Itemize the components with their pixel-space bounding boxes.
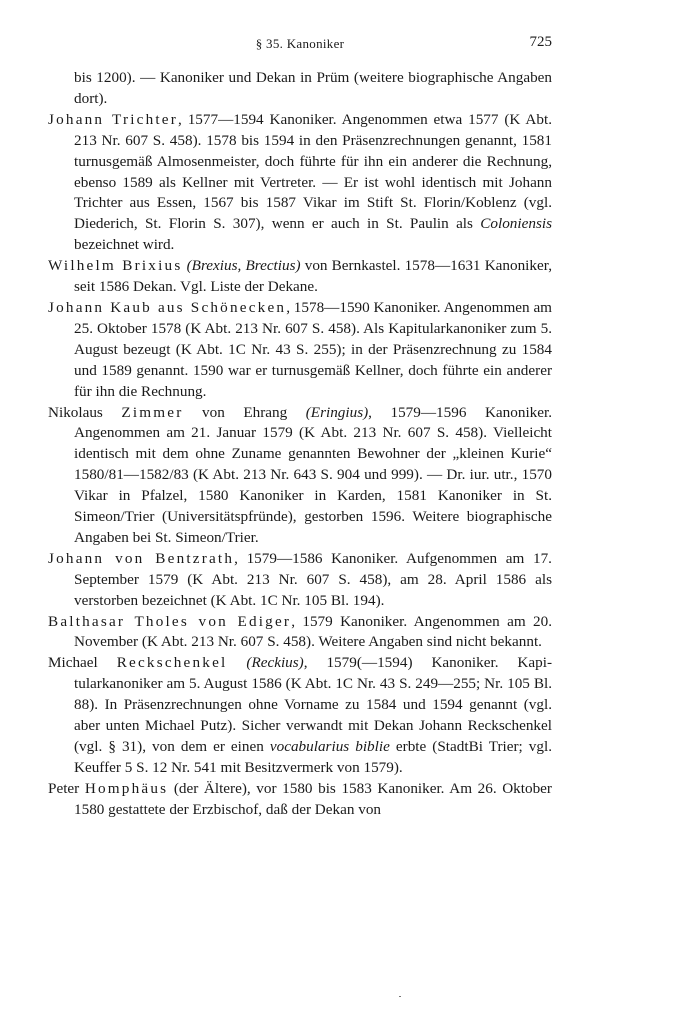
scan-speck bbox=[399, 996, 401, 997]
entry-balthasar-tholes: Balthasar Tholes von Ediger, 1579 Kanoniker. Angenommen am 20. November (K Abt. 213 Nr. 607 S. 458). Weitere Angaben sind nicht bekannt. bbox=[48, 612, 552, 651]
entry-continuation: bis 1200). — Kanoniker und Dekan in Prüm (weitere biographische Angaben dort). bbox=[74, 69, 552, 107]
person-name: Zimmer bbox=[121, 403, 184, 421]
person-name: Wilhelm Brixius bbox=[48, 257, 183, 275]
entry-peter-homphaeus: Peter Homphäus (der Ältere), vor 1580 bis 1583 Kanoniker. Am 26. Oktober 1580 gestattete der Erzbischof, daß der Dekan von bbox=[48, 779, 552, 818]
entry-johann-trichter: Johann Trichter, 1577—1594 Kanoniker. Angenommen etwa 1577 (K Abt. 213 Nr. 607 S. 458). 1578 bis 1594 in den Präsenzrechnungen genannt, 1581 turnusgemäß Almosenmeister, doch führte für ihn ein anderer die Rechnung, ebenso 1589 als Kellner mit Vertreter. — Er ist wohl identisch mit Johann Trichter aus Essen, 1567 bis 1587 Vikar im Stift St. Florin/Koblenz (vgl. Diederich, St. Florin S. 307), wenn er auch in St. Paulin als Coloniensis bezeichnet wird. bbox=[48, 110, 553, 254]
running-head: § 35. Kanoniker bbox=[255, 36, 345, 51]
entry-wilhelm-brixius: Wilhelm Brixius (Brexius, Brectius) von Bernkastel. 1578—1631 Kanoniker, seit 1586 Dekan. Vgl. Liste der Dekane. bbox=[48, 257, 552, 296]
person-name: Reckschenkel bbox=[116, 654, 228, 672]
person-name: Johann Kaub aus Schönecken bbox=[48, 298, 287, 316]
entry-johann-kaub: Johann Kaub aus Schönecken, 1578—1590 Kanoniker. Angenommen am 25. Oktober 1578 (K Abt. 213 Nr. 607 S. 458). Als Kapitularkanoniker zum 5. August bezeugt (K Abt. 1C Nr. 43 S. 255); in der Präsenzrechnung zu 1584 und 1589 genannt. 1590 war er turnusgemäß Kellner, doch führte ein anderer für ihn die Rechnung. bbox=[48, 298, 552, 400]
entry-johann-von-bentzrath: Johann von Bentzrath, 1579—1586 Kanoniker. Aufgenommen am 17. September 1579 (K Abt. 213 Nr. 607 S. 458), am 28. April 1586 als verstorben bezeichnet (K Abt. 1C Nr. 105 Bl. 194). bbox=[48, 549, 552, 609]
entry-michael-reckschenkel: Michael Reckschenkel (Reckius), 1579(—1594) Kanoniker. Kapitularkanoniker am 5. August 1586 (K Abt. 1C Nr. 43 S. 249—255; Nr. 105 Bl. 88). In Präsenzrechnungen ohne Vorname zu 1584 und 1594 genannt (vgl. aber unten Michael Putz). Sicher verwandt mit Dekan Johann Reckschenkel (vgl. § 31), von dem er einen vocabularius biblie erbte (StadtBi Trier; vgl. Keuffer 5 S. 12 Nr. 541 mit Besitzvermerk von 1579). bbox=[48, 654, 553, 776]
person-name: Balthasar Tholes von Ediger bbox=[48, 612, 292, 630]
page-header bbox=[48, 34, 552, 54]
body-text bbox=[48, 68, 552, 821]
entry-nikolaus-zimmer: Nikolaus Zimmer von Ehrang (Eringius), 1579—1596 Kanoniker. Angenommen am 21. Januar 1579 (K Abt. 213 Nr. 607 S. 458). Vielleicht identisch mit dem ohne Zuname genannten Bewohner der „kleinen Kurie“ 1580/81—1582/83 (K Abt. 213 Nr. 643 S. 904 und 999). — Dr. iur. utr., 1570 Vikar in Pfalzel, 1580 Kanoniker in Karden, 1581 Kanoniker in St. Simeon/Trier (Universitätspfründe), gestorben 1596. Weitere biographische Angaben bei St. Simeon/Trier. bbox=[48, 403, 553, 546]
person-name: Homphäus bbox=[84, 779, 169, 797]
page-number: 725 bbox=[529, 34, 552, 50]
person-name: Johann von Bentzrath bbox=[48, 549, 235, 567]
person-name: Johann Trichter bbox=[48, 110, 179, 128]
